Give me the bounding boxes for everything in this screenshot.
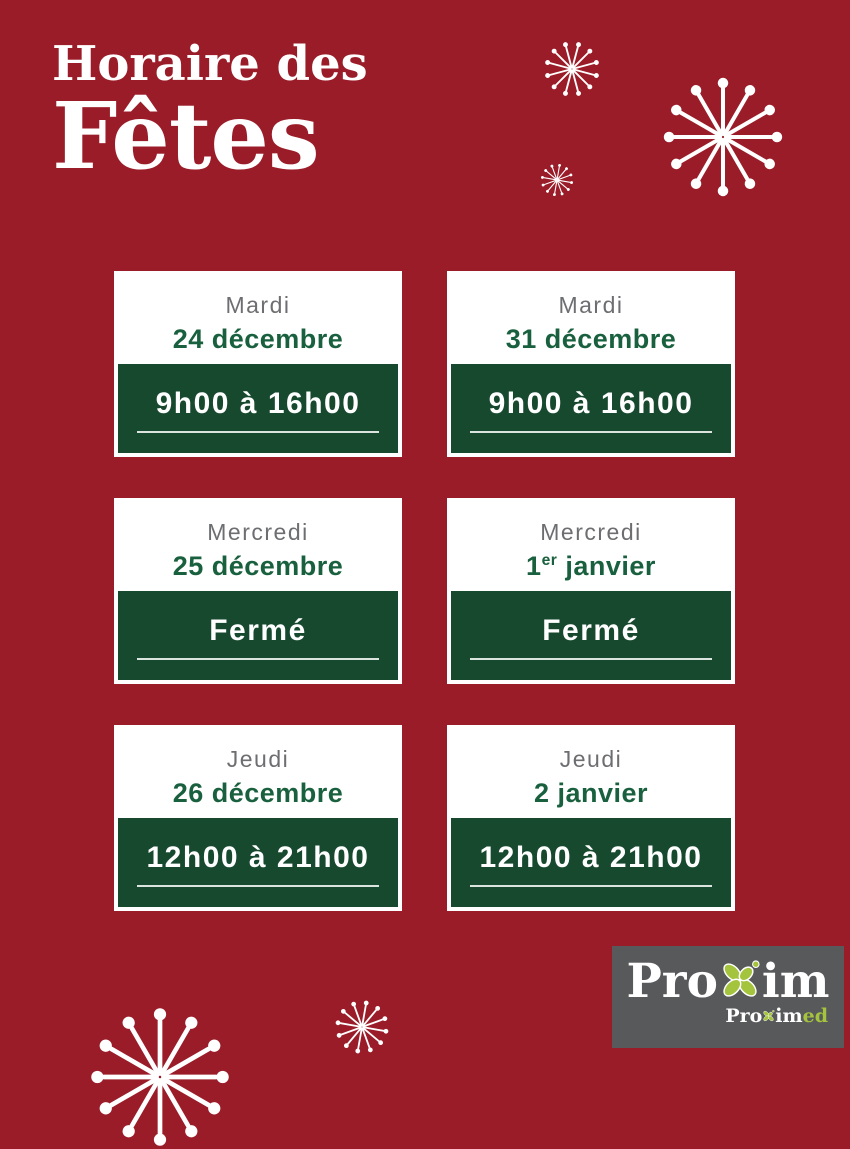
card-hours-underline xyxy=(470,658,712,660)
card-day-label: Mercredi xyxy=(540,519,642,545)
title-line-2: Fêtes xyxy=(52,81,319,190)
card-day-label: Jeudi xyxy=(226,746,290,772)
card-hours-band xyxy=(451,591,731,680)
card-day-label: Mardi xyxy=(225,292,291,318)
snowflake-icon xyxy=(334,999,390,1055)
card-hours-underline xyxy=(470,885,712,887)
proxim-x-leaf-icon xyxy=(715,957,765,1003)
schedule-card-jan-1 xyxy=(447,498,735,684)
card-hours-band xyxy=(118,364,398,453)
card-date-label: 1er janvier xyxy=(526,551,656,581)
title-line-1: Horaire des xyxy=(52,36,368,92)
card-hours-label: 9h00 à 16h00 xyxy=(488,387,694,420)
schedule-card-dec-24 xyxy=(114,271,402,457)
snowflake-icon xyxy=(88,1005,232,1149)
card-hours-band xyxy=(118,818,398,907)
logo-text-post: im xyxy=(761,954,830,1009)
schedule-card-jan-2 xyxy=(447,725,735,911)
card-hours-underline xyxy=(137,885,379,887)
schedule-card-dec-25 xyxy=(114,498,402,684)
snowflake-icon xyxy=(540,163,574,197)
card-day-label: Mercredi xyxy=(207,519,309,545)
sublogo-text-pre: Pro xyxy=(725,1005,763,1027)
card-date-label: 31 décembre xyxy=(505,324,677,354)
card-hours-band xyxy=(451,818,731,907)
card-hours-label: 12h00 à 21h00 xyxy=(146,841,370,874)
card-hours-label: Fermé xyxy=(542,614,640,647)
proxim-logo-box xyxy=(612,946,844,1048)
page-title xyxy=(52,36,368,190)
card-day-label: Mardi xyxy=(558,292,624,318)
schedule-card-dec-26 xyxy=(114,725,402,911)
card-hours-label: 12h00 à 21h00 xyxy=(479,841,703,874)
card-date-label: 26 décembre xyxy=(172,778,344,808)
card-date-label: 2 janvier xyxy=(533,778,649,808)
logo-text-pre: Pro xyxy=(626,954,718,1009)
card-day-label: Jeudi xyxy=(559,746,623,772)
proximed-logo xyxy=(612,1007,828,1026)
card-hours-band xyxy=(451,364,731,453)
proximed-x-leaf-icon xyxy=(761,1009,776,1023)
card-date-label: 25 décembre xyxy=(172,551,344,581)
snowflake-icon xyxy=(661,75,785,199)
card-hours-band xyxy=(118,591,398,680)
card-hours-underline xyxy=(137,431,379,433)
sublogo-text-mid: im xyxy=(775,1005,803,1027)
schedule-card-dec-31 xyxy=(447,271,735,457)
card-hours-underline xyxy=(470,431,712,433)
card-hours-underline xyxy=(137,658,379,660)
sublogo-text-ed: ed xyxy=(802,1005,828,1027)
proxim-logo xyxy=(612,954,844,1009)
card-date-label: 24 décembre xyxy=(172,324,344,354)
snowflake-icon xyxy=(543,40,601,98)
card-hours-label: 9h00 à 16h00 xyxy=(155,387,361,420)
card-hours-label: Fermé xyxy=(209,614,307,647)
